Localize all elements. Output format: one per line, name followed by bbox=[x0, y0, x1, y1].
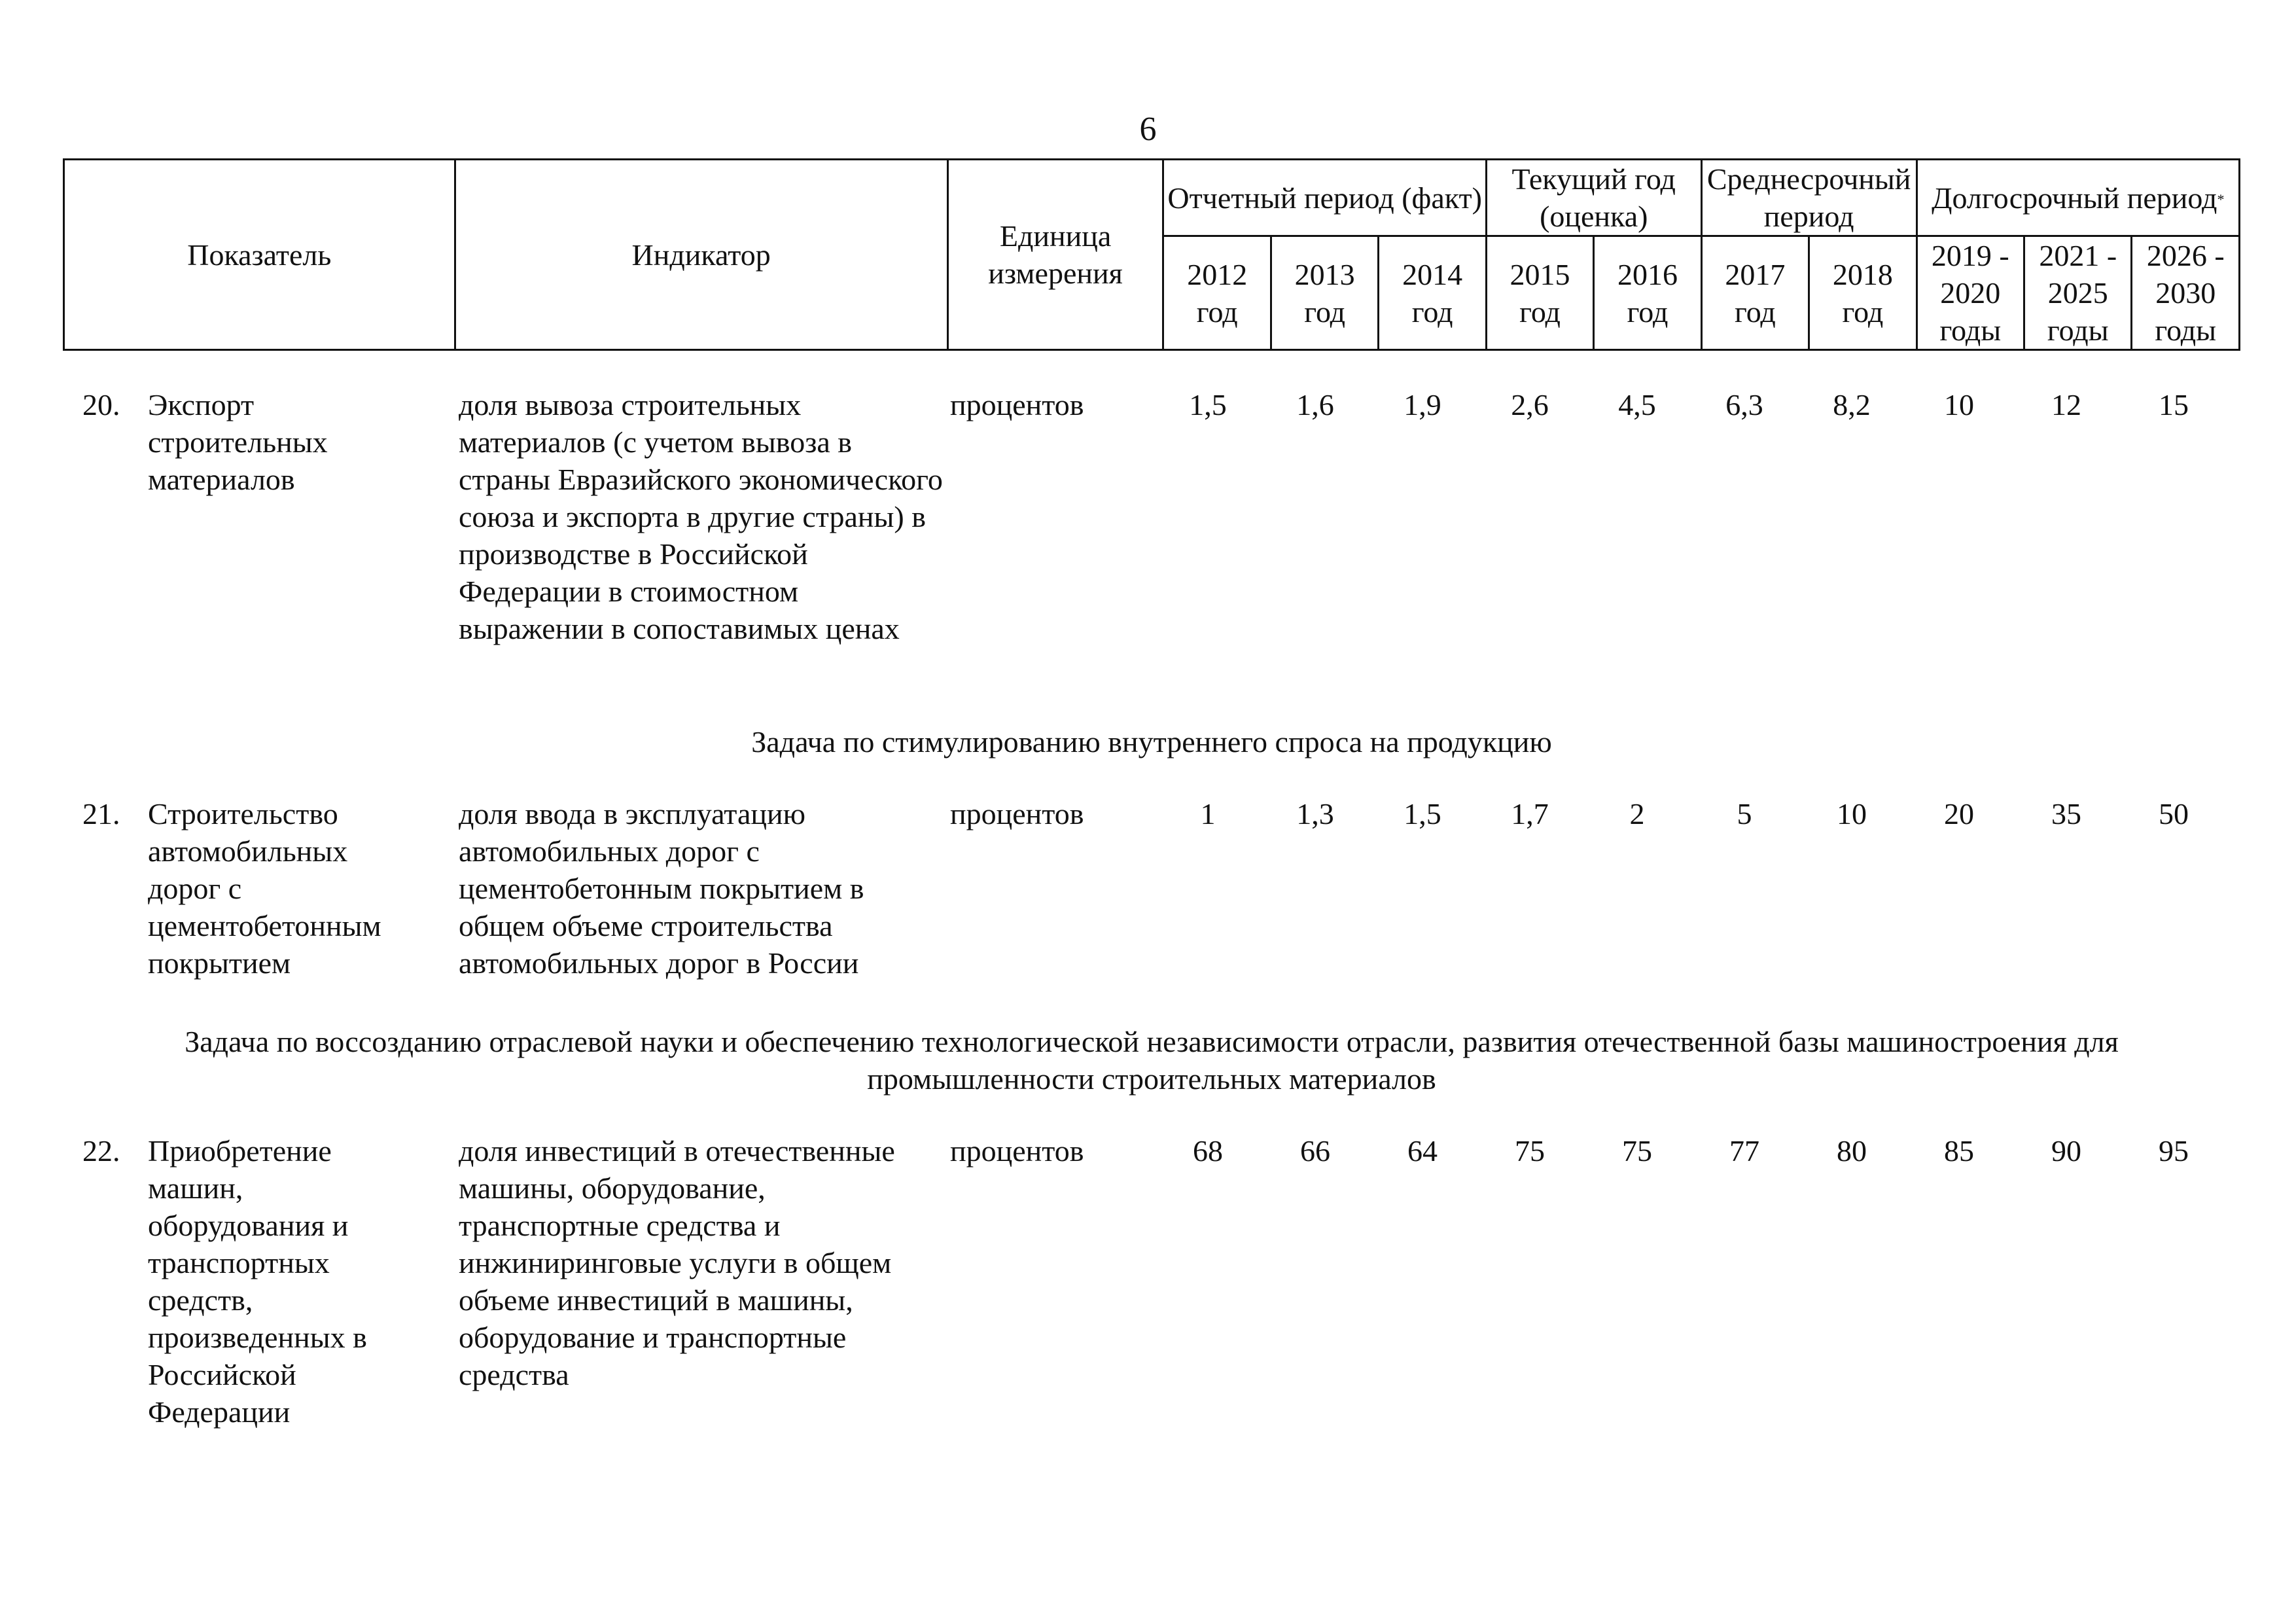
row-unit: процентов bbox=[950, 1134, 1084, 1168]
row-value: 1,3 bbox=[1296, 797, 1334, 830]
row-value: 64 bbox=[1407, 1134, 1438, 1168]
header-indicator: Индикатор bbox=[455, 160, 947, 350]
row-value: 10 bbox=[1837, 797, 1867, 830]
row-value: 5 bbox=[1737, 797, 1752, 830]
footnote-mark: * bbox=[2217, 190, 2225, 207]
row-value: 1,5 bbox=[1189, 388, 1227, 421]
header-group-long-term bbox=[1916, 160, 2239, 236]
header-year: 2019 - 2020 годы bbox=[1916, 236, 2024, 350]
row-value: 10 bbox=[1944, 388, 1974, 421]
row-value: 20 bbox=[1944, 797, 1974, 830]
row-value: 1,7 bbox=[1511, 797, 1549, 830]
row-value: 6,3 bbox=[1725, 388, 1763, 421]
row-indicator-text: доля вывоза строительных материалов (с учетом вывоза в страны Евразийского экономического союза и экспорта в другие страны) в производстве в Российской Федерации в стоимостном выражении в сопоставимых ценах bbox=[459, 388, 943, 645]
row-unit: процентов bbox=[950, 388, 1084, 421]
row-value: 75 bbox=[1622, 1134, 1652, 1168]
header-year: 2012 год bbox=[1163, 236, 1271, 350]
row-value: 8,2 bbox=[1833, 388, 1871, 421]
table-row bbox=[63, 386, 2240, 687]
row-value: 50 bbox=[2159, 797, 2189, 830]
row-value: 95 bbox=[2159, 1134, 2189, 1168]
row-value: 1 bbox=[1200, 797, 1216, 830]
header-indicator-name: Показатель bbox=[64, 160, 455, 350]
row-value: 80 bbox=[1837, 1134, 1867, 1168]
row-value: 68 bbox=[1193, 1134, 1223, 1168]
page-number: 6 bbox=[1139, 111, 1157, 148]
row-value: 1,6 bbox=[1296, 388, 1334, 421]
row-value: 1,5 bbox=[1404, 797, 1441, 830]
row-unit: процентов bbox=[950, 797, 1084, 830]
row-value: 66 bbox=[1300, 1134, 1330, 1168]
row-number: 20. bbox=[82, 388, 120, 421]
header-year: 2013 год bbox=[1271, 236, 1378, 350]
header-year: 2017 год bbox=[1701, 236, 1809, 350]
header-year: 2021 - 2025 годы bbox=[2024, 236, 2132, 350]
header-group-long-term-label: Долгосрочный период bbox=[1932, 181, 2217, 215]
row-indicator-text: доля ввода в эксплуатацию автомобильных дорог с цементобетонным покрытием в общем объеме строительства автомобильных дорог в России bbox=[459, 797, 864, 980]
task-heading: Задача по стимулированию внутреннего спроса на продукцию bbox=[751, 725, 1552, 758]
header-group-current: Текущий год (оценка) bbox=[1486, 160, 1701, 236]
row-indicator-name: Строительство автомобильных дорог с цементобетонным покрытием bbox=[148, 797, 381, 980]
row-indicator-text: доля инвестиций в отечественные машины, оборудование, транспортные средства и инжиниринговые услуги в общем объеме инвестиций в машины, оборудование и транспортные средства bbox=[459, 1134, 895, 1391]
header-group-medium-term: Среднесрочный период bbox=[1701, 160, 1916, 236]
row-value: 12 bbox=[2051, 388, 2081, 421]
row-value: 35 bbox=[2051, 797, 2081, 830]
task-heading: Задача по воссозданию отраслевой науки и обеспечению технологической независимости отрасли, развития отечественной базы машиностроения для промышленности строительных материалов bbox=[185, 1025, 2119, 1096]
table-row bbox=[63, 1132, 2240, 1440]
row-indicator-name: Приобретение машин, оборудования и транспортных средств, произведенных в Российской Федерации bbox=[148, 1134, 367, 1429]
row-number: 21. bbox=[82, 797, 120, 830]
row-value: 90 bbox=[2051, 1134, 2081, 1168]
header-year: 2015 год bbox=[1486, 236, 1593, 350]
row-value: 2,6 bbox=[1511, 388, 1549, 421]
header-year: 2014 год bbox=[1379, 236, 1486, 350]
row-value: 4,5 bbox=[1618, 388, 1656, 421]
table-row bbox=[63, 795, 2240, 991]
row-value: 2 bbox=[1629, 797, 1645, 830]
row-value: 75 bbox=[1515, 1134, 1545, 1168]
row-value: 1,9 bbox=[1404, 388, 1441, 421]
row-value: 85 bbox=[1944, 1134, 1974, 1168]
header-year: 2018 год bbox=[1809, 236, 1916, 350]
row-value: 15 bbox=[2159, 388, 2189, 421]
row-number: 22. bbox=[82, 1134, 120, 1168]
header-year: 2016 год bbox=[1594, 236, 1701, 350]
row-indicator-name: Экспорт строительных материалов bbox=[148, 388, 328, 496]
header-year: 2026 - 2030 годы bbox=[2132, 236, 2240, 350]
table-header bbox=[63, 158, 2240, 351]
header-unit: Единица измерения bbox=[947, 160, 1163, 350]
row-value: 77 bbox=[1729, 1134, 1759, 1168]
header-group-reported: Отчетный период (факт) bbox=[1163, 160, 1486, 236]
